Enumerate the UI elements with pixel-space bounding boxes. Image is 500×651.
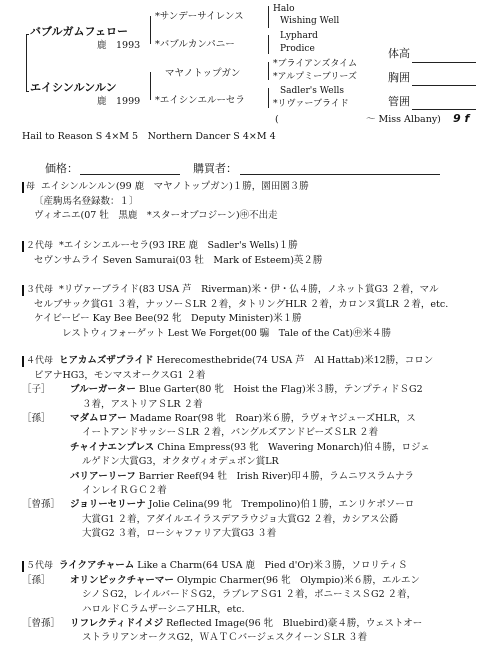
dam-sire: マヤノトップガン [165,68,241,79]
g2-line1: *エイシンエルーセラ(93 IRE 鹿 Sadler's Wells)１勝 [59,240,298,251]
child-tag: ［子］ [22,384,51,396]
sire-sire: *サンデーサイレンス [155,11,244,22]
g5-name: ライクアチャーム [59,560,135,571]
footnote-open: ( [275,114,279,125]
section-tag: ３代母 [22,285,56,296]
g4-c3-cont: ルゲドン大賞G3，オクタヴィオデュボン賞LR [82,456,279,468]
great-grandchild-tag: ［曾孫］ [22,499,61,511]
g4-c2-text: Madame Roar(98 牝 Roar)米６勝，ラヴォヤジューズHLR，ス [126,412,416,424]
g4-line2: ビアナHG3，モンマスオークスG1 ２着 [34,369,206,381]
g5-line1: Like a Charm(64 USA 鹿 Pied d'Or)米３勝，ソロリティＳ [134,560,408,571]
g3-line2: セルブサック賞G1 ３着，ナッソーＳLR ２着，タトリングHLR ２着，カロンヌ賞LR ２着，etc. [34,298,449,310]
price-field[interactable] [80,174,180,175]
grandchild-tag: ［孫］ [22,412,51,424]
buyer-field[interactable] [240,174,440,175]
g3-3: Lyphard [280,31,318,41]
g3-line4: レストウィフォーゲット Lest We Forget(00 騸 Tale of the Cat)㊥米４勝 [62,327,391,339]
g3-8: *リヴァーブライド [273,99,349,109]
g3-line1: *リヴァーブライド(83 USA 芦 Riverman)米・伊・仏４勝，ノネット賞G3 ２着，マル [59,284,439,295]
inbreeding-text: Hail to Reason S 4×M 5 Northern Dancer S 4×M 4 [22,131,276,142]
price-label: 価格： [45,162,78,175]
section-2nd-dam [22,240,492,266]
g4-c4-text: Barrier Reef(94 牡 Irish River)印４勝，ラムニワスラムナラ [135,470,415,482]
g4-c1-name: ブルーガーター [70,384,136,396]
dam-name: エイシンルンルン [30,81,117,94]
sire-dam: *バブルカンパニー [155,39,235,50]
g5-c2-name: リフレクティドイメジ [70,617,164,629]
dam-dam: *エイシンエルーセラ [155,95,245,106]
section-5th-dam [22,560,492,644]
g4-c2-name: マダムロアー [70,412,127,424]
grandchild-tag: ［孫］ [22,574,51,586]
section-dam [22,181,492,222]
g4-c5-text: Jolie Celina(99 牝 Trempolino)伯１勝，エンリケポソーロ [145,499,415,511]
g5-c2-text: Reflected Image(96 牝 Bluebird)豪４勝，ウェストオー [163,617,423,629]
great-grandchild-tag: ［曾孫］ [22,617,61,629]
g4-c3-text: China Empress(93 牝 Wavering Monarch)伯４勝，ロジェ [154,441,430,453]
g4-c4-cont: インレイＲＧＣ２着 [82,484,167,496]
g3-4: Prodice [280,44,315,54]
buyer-label: 購買者： [193,162,237,175]
g4-line1: Herecomesthebride(74 USA 芦 Al Hattab)米12勝，コロン [153,355,434,366]
sire-name: バブルガムフェロー [30,25,129,38]
section-tag: ５代母 [22,561,56,572]
g4-c5-cont1: 大賞G1 ２着，アダイルエイラスデアラウジョ大賞G2 ２着，カシアス公爵 [82,513,399,525]
g5-c2-cont: ストラリアンオークスG2，ＷＡＴＣバージェスクイーンＳLR ３着 [82,632,368,644]
section-4th-dam [22,355,492,539]
g5-c1-text: Olympic Charmer(96 牝 Olympio)米６勝，エルエン [173,574,420,586]
height-label: 体高 [388,47,410,60]
g5-c1-name: オリンピックチャーマー [70,574,174,586]
height-field[interactable] [412,62,476,63]
g3-1: Halo [273,4,295,14]
sire-info: 鹿 1993 [97,40,141,51]
g3-2: Wishing Well [280,16,340,26]
g3-5: *ブライアンズタイム [273,59,358,69]
g4-c5-cont2: 大賞G2 ３着，ローシャファリア大賞G3 ３着 [82,528,277,540]
g4-c1-cont: ３着，アストリアＳLR ２着 [82,398,203,410]
g4-c4-name: バリアーリーフ [70,470,136,482]
g3-7: Sadler's Wells [280,86,344,96]
dam-line3: ヴィオニエ(07 牡 黒鹿 *スターオブコジーン)㊥不出走 [34,210,278,222]
cannon-label: 管囲 [388,95,410,108]
g2-line2: セヴンサムライ Seven Samurai(03 牡 Mark of Esteem)英２勝 [34,254,323,266]
g4-c3-name: チャイナエンプレス [70,441,155,453]
section-3rd-dam [22,284,492,339]
g4-name: ヒアカムズザブライド [59,355,154,366]
g4-c1-text: Blue Garter(80 牝 Hoist the Flag)米３勝，テンプティドＳG2 [135,384,423,396]
g4-c2-cont: イートアンドサッシーＳLR ２着，バングルズアンドビーズＳLR ２着 [82,427,379,439]
section-tag: 母 [22,182,38,193]
g5-c1-cont1: シノＳG2，レイルバードＳG2，ラブレアＳG1 ２着，ボニーミスＳG2 ２着， [82,589,417,601]
cannon-field[interactable] [412,109,476,110]
dam-info: 鹿 1999 [97,96,141,107]
dam-line2: 〔産駒馬名登録数：１〕 [34,195,139,207]
girth-field[interactable] [412,85,476,86]
footnote-close: ～ Miss Albany) [366,114,441,125]
g3-6: *アルプミーブリーズ [273,72,357,82]
section-tag: ４代母 [22,356,56,367]
g4-c5-name: ジョリーセリーナ [70,499,146,511]
g3-line3: ケイビービー Kay Bee Bee(92 牝 Deputy Minister)米１勝 [34,313,302,325]
section-tag: ２代母 [22,241,56,252]
dam-line1: エイシンルンルン(99 鹿 マヤノトップガン)１勝，園田園３勝 [41,181,309,192]
horse-code: 9 f [453,112,470,125]
g5-c1-cont2: ハロルドＣラムザーシニアHLR，etc. [82,603,245,615]
girth-label: 胸囲 [388,71,410,84]
